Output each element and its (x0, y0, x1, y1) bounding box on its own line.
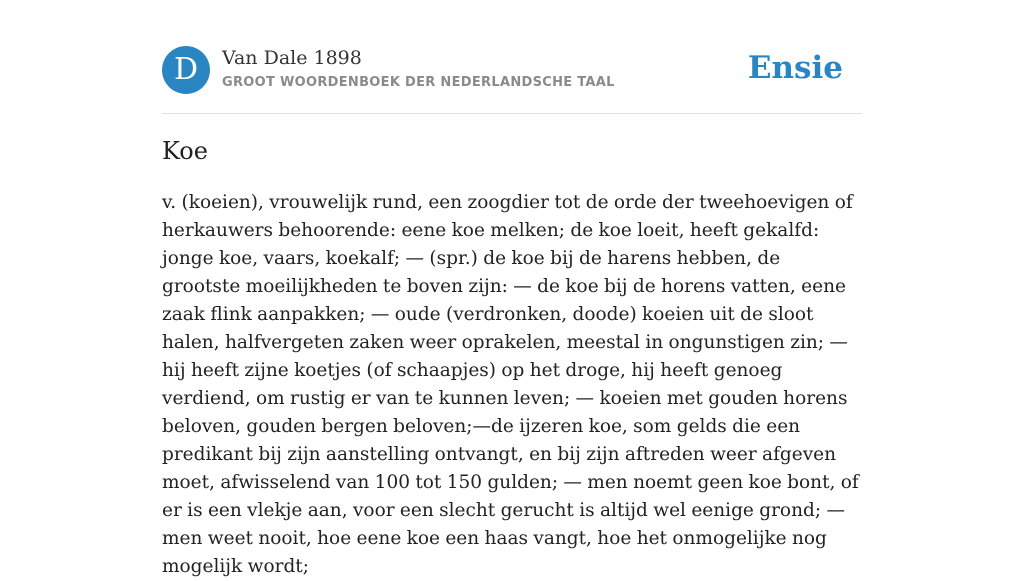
site-header (162, 46, 862, 96)
header-divider (162, 113, 862, 114)
entry-headword: Koe (162, 137, 208, 165)
entry-definition: v. (koeien), vrouwelijk rund, een zoogdier tot de orde der tweehoevigen of herkauwers behoorende: eene koe melken; de koe loeit, heeft gekalfd: jonge koe, vaars, koekalf; — (spr.) de koe bij de harens hebben, de grootste moeilijkheden te boven zijn: — de koe bij de horens vatten, eene zaak flink aanpakken; — oude (verdronken, doode) koeien uit de sloot halen, halfvergeten zaken weer oprakelen, meestal in ongunstigen zin; — hij heeft zijne koetjes (of schaapjes) op het droge, hij heeft genoeg verdiend, om rustig er van te kunnen leven; — koeien met gouden horens beloven, gouden bergen beloven;—de ijzeren koe, som gelds die een predikant bij zijn aanstelling ontvangt, en bij zijn aftreden weer afgeven moet, afwisselend van 100 tot 150 gulden; — men noemt geen koe bont, of er is een vlekje aan, voor een slecht gerucht is altijd wel eenige grond; — men weet nooit, hoe eene koe een haas vangt, hoe het onmogelijke nog mogelijk wordt; (162, 192, 859, 577)
dictionary-logo-avatar[interactable]: D (162, 46, 210, 94)
dictionary-title[interactable]: Van Dale 1898 (222, 47, 362, 69)
ensie-brand-logo[interactable]: Ensie (747, 50, 843, 86)
dictionary-subtitle: GROOT WOORDENBOEK DER NEDERLANDSCHE TAAL (222, 75, 615, 90)
